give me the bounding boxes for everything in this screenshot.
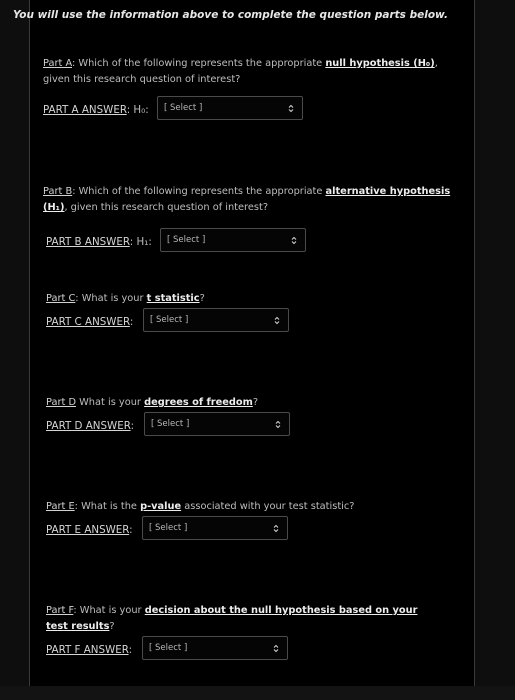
chevron-up-down-icon [291, 236, 297, 245]
part-f-select[interactable]: [ Select ] [142, 636, 288, 660]
part-f-question: Part F: What is your decision about the null hypothesis based on your test results? [46, 605, 418, 632]
part-c-select[interactable]: [ Select ] [143, 308, 289, 332]
part-f-emphasis: decision about the null hypothesis based on your test results [46, 605, 418, 632]
part-d-emphasis: degrees of freedom [144, 397, 253, 408]
chevron-up-down-icon [275, 420, 281, 429]
part-b-select[interactable]: [ Select ] [160, 228, 306, 252]
part-e-emphasis: p-value [140, 501, 182, 512]
part-f-label: Part F [46, 605, 74, 616]
part-b-answer-label: PART B ANSWER [46, 236, 130, 248]
part-b-label: Part B [43, 186, 73, 197]
part-a-question: Part A: Which of the following represents the appropriate null hypothesis (H₀), given this research question of interest? [43, 58, 438, 85]
part-a-select[interactable]: [ Select ] [157, 96, 303, 120]
part-b-question: Part B: Which of the following represents the appropriate alternative hypothesis (H₁), given this research question of interest? [43, 186, 451, 213]
part-e-answer-label: PART E ANSWER [46, 524, 130, 536]
chevron-up-down-icon [273, 524, 279, 533]
part-a-answer-label: PART A ANSWER [43, 104, 127, 116]
part-b-emphasis: alternative hypothesis (H₁) [43, 186, 451, 213]
part-e-question: Part E: What is the p-value associated with your test statistic? [46, 501, 355, 512]
chevron-up-down-icon [288, 104, 294, 113]
part-c-emphasis: t statistic [146, 293, 200, 304]
part-d-question: Part D What is your degrees of freedom? [46, 397, 259, 408]
part-c-answer-label: PART C ANSWER [46, 316, 130, 328]
part-a-label: Part A [43, 58, 72, 69]
part-a-answer-label-row: PART A ANSWER: H₀: [43, 104, 149, 116]
part-d-answer-label-row: PART D ANSWER: [46, 420, 135, 432]
part-f-answer-label-row: PART F ANSWER: [46, 644, 133, 656]
part-c-answer-label-row: PART C ANSWER: [46, 316, 134, 328]
part-c-label: Part C [46, 293, 76, 304]
part-c-question: Part C: What is your t statistic? [46, 293, 205, 304]
part-e-select[interactable]: [ Select ] [142, 516, 288, 540]
part-d-select[interactable]: [ Select ] [144, 412, 290, 436]
part-f-answer-label: PART F ANSWER [46, 644, 129, 656]
part-e-label: Part E [46, 501, 75, 512]
intro-text: You will use the information above to complete the question parts below. [13, 9, 449, 21]
chevron-up-down-icon [274, 316, 280, 325]
part-d-label: Part D [46, 397, 76, 408]
part-e-answer-label-row: PART E ANSWER: [46, 524, 133, 536]
part-b-answer-label-row: PART B ANSWER: H₁: [46, 236, 152, 248]
part-d-answer-label: PART D ANSWER [46, 420, 131, 432]
bottom-bar [0, 686, 515, 700]
part-a-emphasis: null hypothesis (H₀) [325, 58, 435, 69]
chevron-up-down-icon [273, 644, 279, 653]
